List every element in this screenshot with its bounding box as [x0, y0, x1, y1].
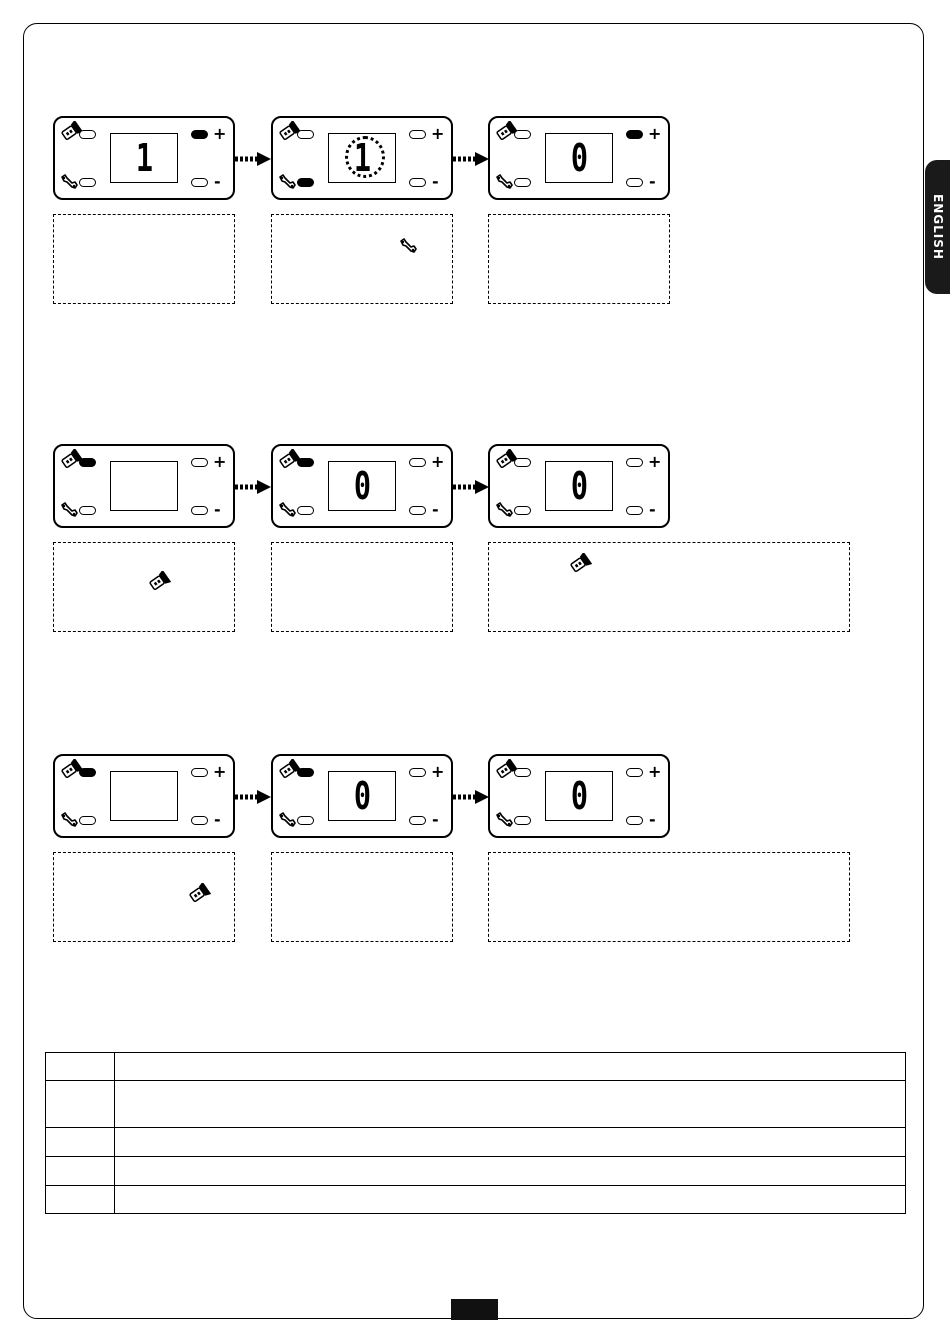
led-indicator-tr — [626, 768, 643, 777]
parameter-table — [45, 1052, 906, 1214]
plus-label[interactable]: + — [213, 124, 227, 143]
lcd-display — [110, 461, 178, 511]
led-indicator-bl — [514, 816, 531, 825]
minus-label[interactable]: - — [214, 810, 221, 829]
led-indicator-tr — [626, 130, 643, 139]
minus-label[interactable]: - — [432, 172, 439, 191]
control-panel — [53, 754, 235, 838]
led-indicator-br — [191, 816, 208, 825]
table-row — [46, 1128, 906, 1157]
page-number-tab — [451, 1299, 498, 1320]
led-indicator-br — [191, 178, 208, 187]
lcd-digit: 1 — [353, 136, 371, 180]
table-cell — [115, 1128, 906, 1157]
instruction-box — [488, 214, 670, 304]
lcd-digit: 0 — [353, 774, 371, 818]
led-indicator-br — [409, 178, 426, 187]
lcd-display — [328, 771, 396, 821]
control-panel — [53, 116, 235, 200]
minus-label[interactable]: - — [214, 500, 221, 519]
led-indicator-tr — [191, 458, 208, 467]
plus-label[interactable]: + — [431, 762, 445, 781]
control-panel — [271, 116, 453, 200]
table-cell — [115, 1081, 906, 1128]
led-indicator-tl — [297, 458, 314, 467]
wrench-icon — [59, 501, 79, 525]
led-indicator-tl — [79, 130, 96, 139]
plus-label[interactable]: + — [648, 452, 662, 471]
led-indicator-tl — [514, 130, 531, 139]
led-indicator-br — [191, 506, 208, 515]
lcd-digit: 0 — [570, 774, 588, 818]
language-tab-label: ENGLISH — [930, 194, 945, 260]
blink-indicator — [345, 136, 385, 178]
arrow-icon — [235, 789, 271, 803]
led-indicator-tl — [79, 458, 96, 467]
arrow-icon — [235, 479, 271, 493]
led-indicator-tr — [409, 768, 426, 777]
instruction-box — [271, 542, 453, 632]
table-cell — [46, 1186, 115, 1214]
control-panel — [53, 444, 235, 528]
led-indicator-bl — [79, 178, 96, 187]
arrow-icon — [235, 151, 271, 165]
plus-label[interactable]: + — [648, 762, 662, 781]
minus-label[interactable]: - — [649, 172, 656, 191]
led-indicator-br — [626, 178, 643, 187]
lcd-display — [328, 133, 396, 183]
led-indicator-tr — [191, 130, 208, 139]
lcd-digit: 0 — [570, 136, 588, 180]
control-panel — [488, 444, 670, 528]
language-tab[interactable] — [925, 160, 950, 294]
lcd-display — [328, 461, 396, 511]
instruction-box — [488, 542, 850, 632]
led-indicator-tr — [409, 458, 426, 467]
led-indicator-tl — [514, 768, 531, 777]
lcd-display — [545, 771, 613, 821]
wrench-icon — [277, 811, 297, 835]
lcd-display — [110, 771, 178, 821]
table-row — [46, 1081, 906, 1128]
led-indicator-bl — [79, 816, 96, 825]
wrench-icon — [494, 173, 514, 197]
minus-label[interactable]: - — [214, 172, 221, 191]
control-panel — [488, 754, 670, 838]
minus-label[interactable]: - — [432, 810, 439, 829]
led-indicator-tl — [297, 130, 314, 139]
led-indicator-tr — [626, 458, 643, 467]
table-row — [46, 1053, 906, 1081]
led-indicator-br — [626, 816, 643, 825]
led-indicator-tl — [79, 768, 96, 777]
led-indicator-bl — [79, 506, 96, 515]
minus-label[interactable]: - — [649, 500, 656, 519]
table-cell — [46, 1157, 115, 1186]
instruction-box — [271, 852, 453, 942]
instruction-box — [53, 214, 235, 304]
instruction-box — [53, 852, 235, 942]
table-cell — [115, 1157, 906, 1186]
led-indicator-br — [626, 506, 643, 515]
remote-icon — [186, 883, 212, 909]
lcd-digit: 1 — [135, 136, 153, 180]
instruction-box — [488, 852, 850, 942]
led-indicator-tr — [191, 768, 208, 777]
table-row — [46, 1186, 906, 1214]
led-indicator-bl — [514, 178, 531, 187]
lcd-display — [545, 133, 613, 183]
led-indicator-br — [409, 506, 426, 515]
lcd-display — [110, 133, 178, 183]
wrench-icon — [59, 811, 79, 835]
minus-label[interactable]: - — [432, 500, 439, 519]
table-cell — [46, 1128, 115, 1157]
table-cell — [46, 1081, 115, 1128]
instruction-box — [271, 214, 453, 304]
plus-label[interactable]: + — [431, 452, 445, 471]
led-indicator-bl — [297, 816, 314, 825]
table-row — [46, 1157, 906, 1186]
plus-label[interactable]: + — [431, 124, 445, 143]
lcd-digit: 0 — [353, 464, 371, 508]
instruction-box — [53, 542, 235, 632]
plus-label[interactable]: + — [648, 124, 662, 143]
table-cell — [46, 1053, 115, 1081]
led-indicator-tr — [409, 130, 426, 139]
wrench-icon — [59, 173, 79, 197]
control-panel — [271, 754, 453, 838]
plus-label[interactable]: + — [213, 452, 227, 471]
wrench-icon — [494, 811, 514, 835]
remote-icon — [567, 553, 593, 579]
led-indicator-br — [409, 816, 426, 825]
wrench-icon — [277, 173, 297, 197]
led-indicator-bl — [297, 506, 314, 515]
lcd-display — [545, 461, 613, 511]
wrench-icon — [398, 237, 418, 261]
control-panel — [488, 116, 670, 200]
minus-label[interactable]: - — [649, 810, 656, 829]
table-cell — [115, 1053, 906, 1081]
wrench-icon — [494, 501, 514, 525]
led-indicator-bl — [514, 506, 531, 515]
arrow-icon — [453, 479, 489, 493]
led-indicator-bl — [297, 178, 314, 187]
table-cell — [115, 1186, 906, 1214]
remote-icon — [146, 571, 172, 597]
led-indicator-tl — [514, 458, 531, 467]
plus-label[interactable]: + — [213, 762, 227, 781]
lcd-digit: 0 — [570, 464, 588, 508]
arrow-icon — [453, 151, 489, 165]
arrow-icon — [453, 789, 489, 803]
control-panel — [271, 444, 453, 528]
wrench-icon — [277, 501, 297, 525]
led-indicator-tl — [297, 768, 314, 777]
